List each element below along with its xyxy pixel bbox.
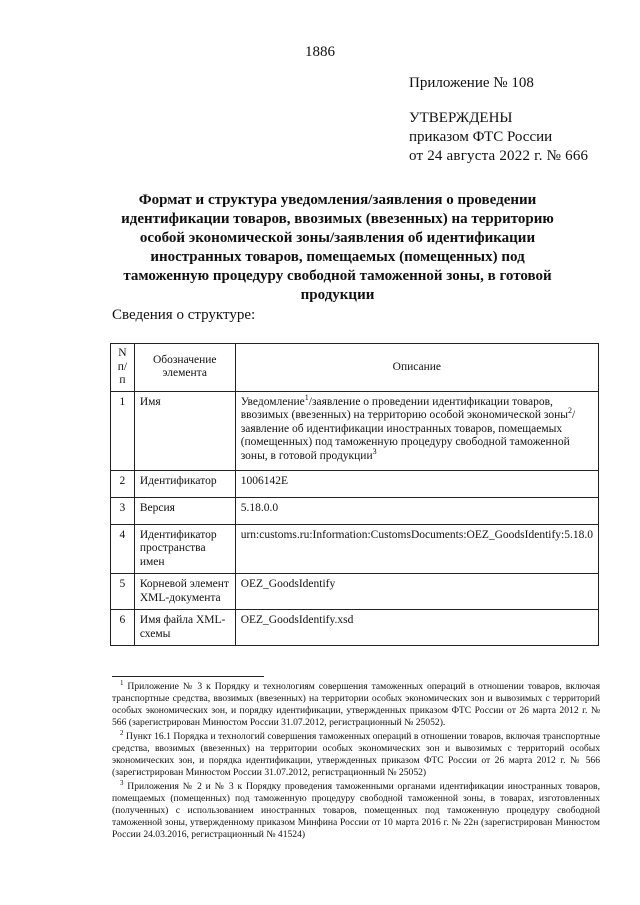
footnote-text: Пункт 16.1 Порядка и технологий совершения таможенных операций в отношении товаров, включая транспортные средства, ввозимых (ввезенных) на территории особых экономических зон и вывозимых с территорий особых экономических зон, и порядка идентификации, утвержденных приказом ФТС России от 26 марта 2012 г. № 566 (зарегистрирован Минюстом России 31.07.2012, регистрационный № 25052) [112, 731, 601, 778]
row-num: 6 [111, 610, 135, 646]
row-name: Корневой элемент XML-документа [134, 574, 235, 610]
footnote-separator [112, 676, 264, 677]
approval-heading: УТВЕРЖДЕНЫ [409, 110, 513, 126]
document-title: Формат и структура уведомления/заявления о проведении идентификации товаров, ввозимых (ввезенных) на территорию особой экономической зоны/заявления об идентификации иностранных товаров, помещаемых (помещенных) под таможенную процедуру свободной таможенной зоны, в готовой продукции [121, 192, 554, 303]
row-desc: 1006142E [235, 470, 598, 497]
footnote [112, 778, 600, 841]
row-num: 1 [111, 391, 135, 470]
structure-table [110, 343, 599, 646]
row-desc [235, 391, 598, 470]
row-desc: OEZ_GoodsIdentify.xsd [235, 610, 598, 646]
approval-order: приказом ФТС России [409, 129, 553, 145]
footnote-mark: 1 [120, 678, 124, 687]
approval-date: от 24 августа 2022 г. № 666 [409, 148, 589, 164]
footnote-mark: 2 [120, 728, 124, 737]
row-desc-part: /заявление об идентификации иностранных товаров, помещаемых (помещенных) под таможенную процедуру свободной таможенной зоны, в готовой продукции [240, 409, 576, 462]
table-header-row [111, 344, 599, 392]
header-name: Обозначение элемента [134, 344, 235, 392]
footnotes [112, 678, 601, 843]
row-desc: urn:customs.ru:Information:CustomsDocuments:OEZ_GoodsIdentify:5.18.0 [235, 524, 598, 574]
table-row [111, 574, 599, 610]
row-desc-part: /заявление о проведении идентификации товаров, ввозимых (ввезенных) на территорию особой экономической зоны [240, 395, 568, 421]
appendix-label: Приложение № 108 [409, 75, 534, 91]
row-desc: OEZ_GoodsIdentify [235, 574, 598, 610]
header-num: N п/п [111, 344, 135, 392]
row-num: 3 [111, 497, 135, 524]
row-name: Идентификатор пространства имен [134, 524, 235, 574]
table-row [111, 497, 599, 524]
footnote-mark: 3 [120, 778, 124, 787]
table-row [111, 610, 599, 646]
row-desc: 5.18.0.0 [235, 497, 598, 524]
row-num: 5 [111, 574, 135, 610]
row-desc-part: Уведомление [240, 395, 305, 408]
row-name: Имя файла XML-схемы [134, 610, 235, 646]
table-row [111, 524, 599, 574]
footnote-text: Приложения № 2 и № 3 к Порядку проведения таможенными органами идентификации иностранных товаров, помещаемых (помещенных) под таможенную процедуру свободной таможенной зоны, в товарах, изготовленных (полученных) с использованием иностранных товаров, помещенных под таможенную процедуру свободной таможенной зоны, утвержденному приказом Минфина России от 10 марта 2016 г. № 22н (зарегистрирован Минюстом России 24.03.2016, регистрационный № 41524) [112, 781, 600, 840]
footnote-text: Приложение № 3 к Порядку и технологиям совершения таможенных операций в отношении товаров, включая транспортные средства, ввозимых (ввезенных) на территории особых экономических зон и вывозимых с территорий особых экономических зон, и порядку идентификации, утвержденных приказом ФТС России от 26 марта 2012 г. № 566 (зарегистрирован Минюстом России 31.07.2012, регистрационный № 25052). [112, 681, 600, 728]
footnote-ref: 3 [372, 446, 377, 456]
header-desc: Описание [235, 344, 598, 392]
row-name: Версия [134, 497, 235, 524]
approval-block [409, 109, 588, 166]
table-row [111, 391, 599, 470]
footnote [112, 678, 600, 729]
table-row [111, 470, 599, 497]
footnote-ref: 1 [304, 392, 309, 402]
structure-label: Сведения о структуре: [112, 307, 256, 323]
row-name: Имя [134, 391, 235, 470]
row-name: Идентификатор [134, 470, 235, 497]
footnote-ref: 2 [567, 406, 572, 416]
page-number: 1886 [305, 44, 335, 60]
footnote [112, 728, 601, 779]
row-num: 2 [111, 470, 135, 497]
row-num: 4 [111, 524, 135, 574]
